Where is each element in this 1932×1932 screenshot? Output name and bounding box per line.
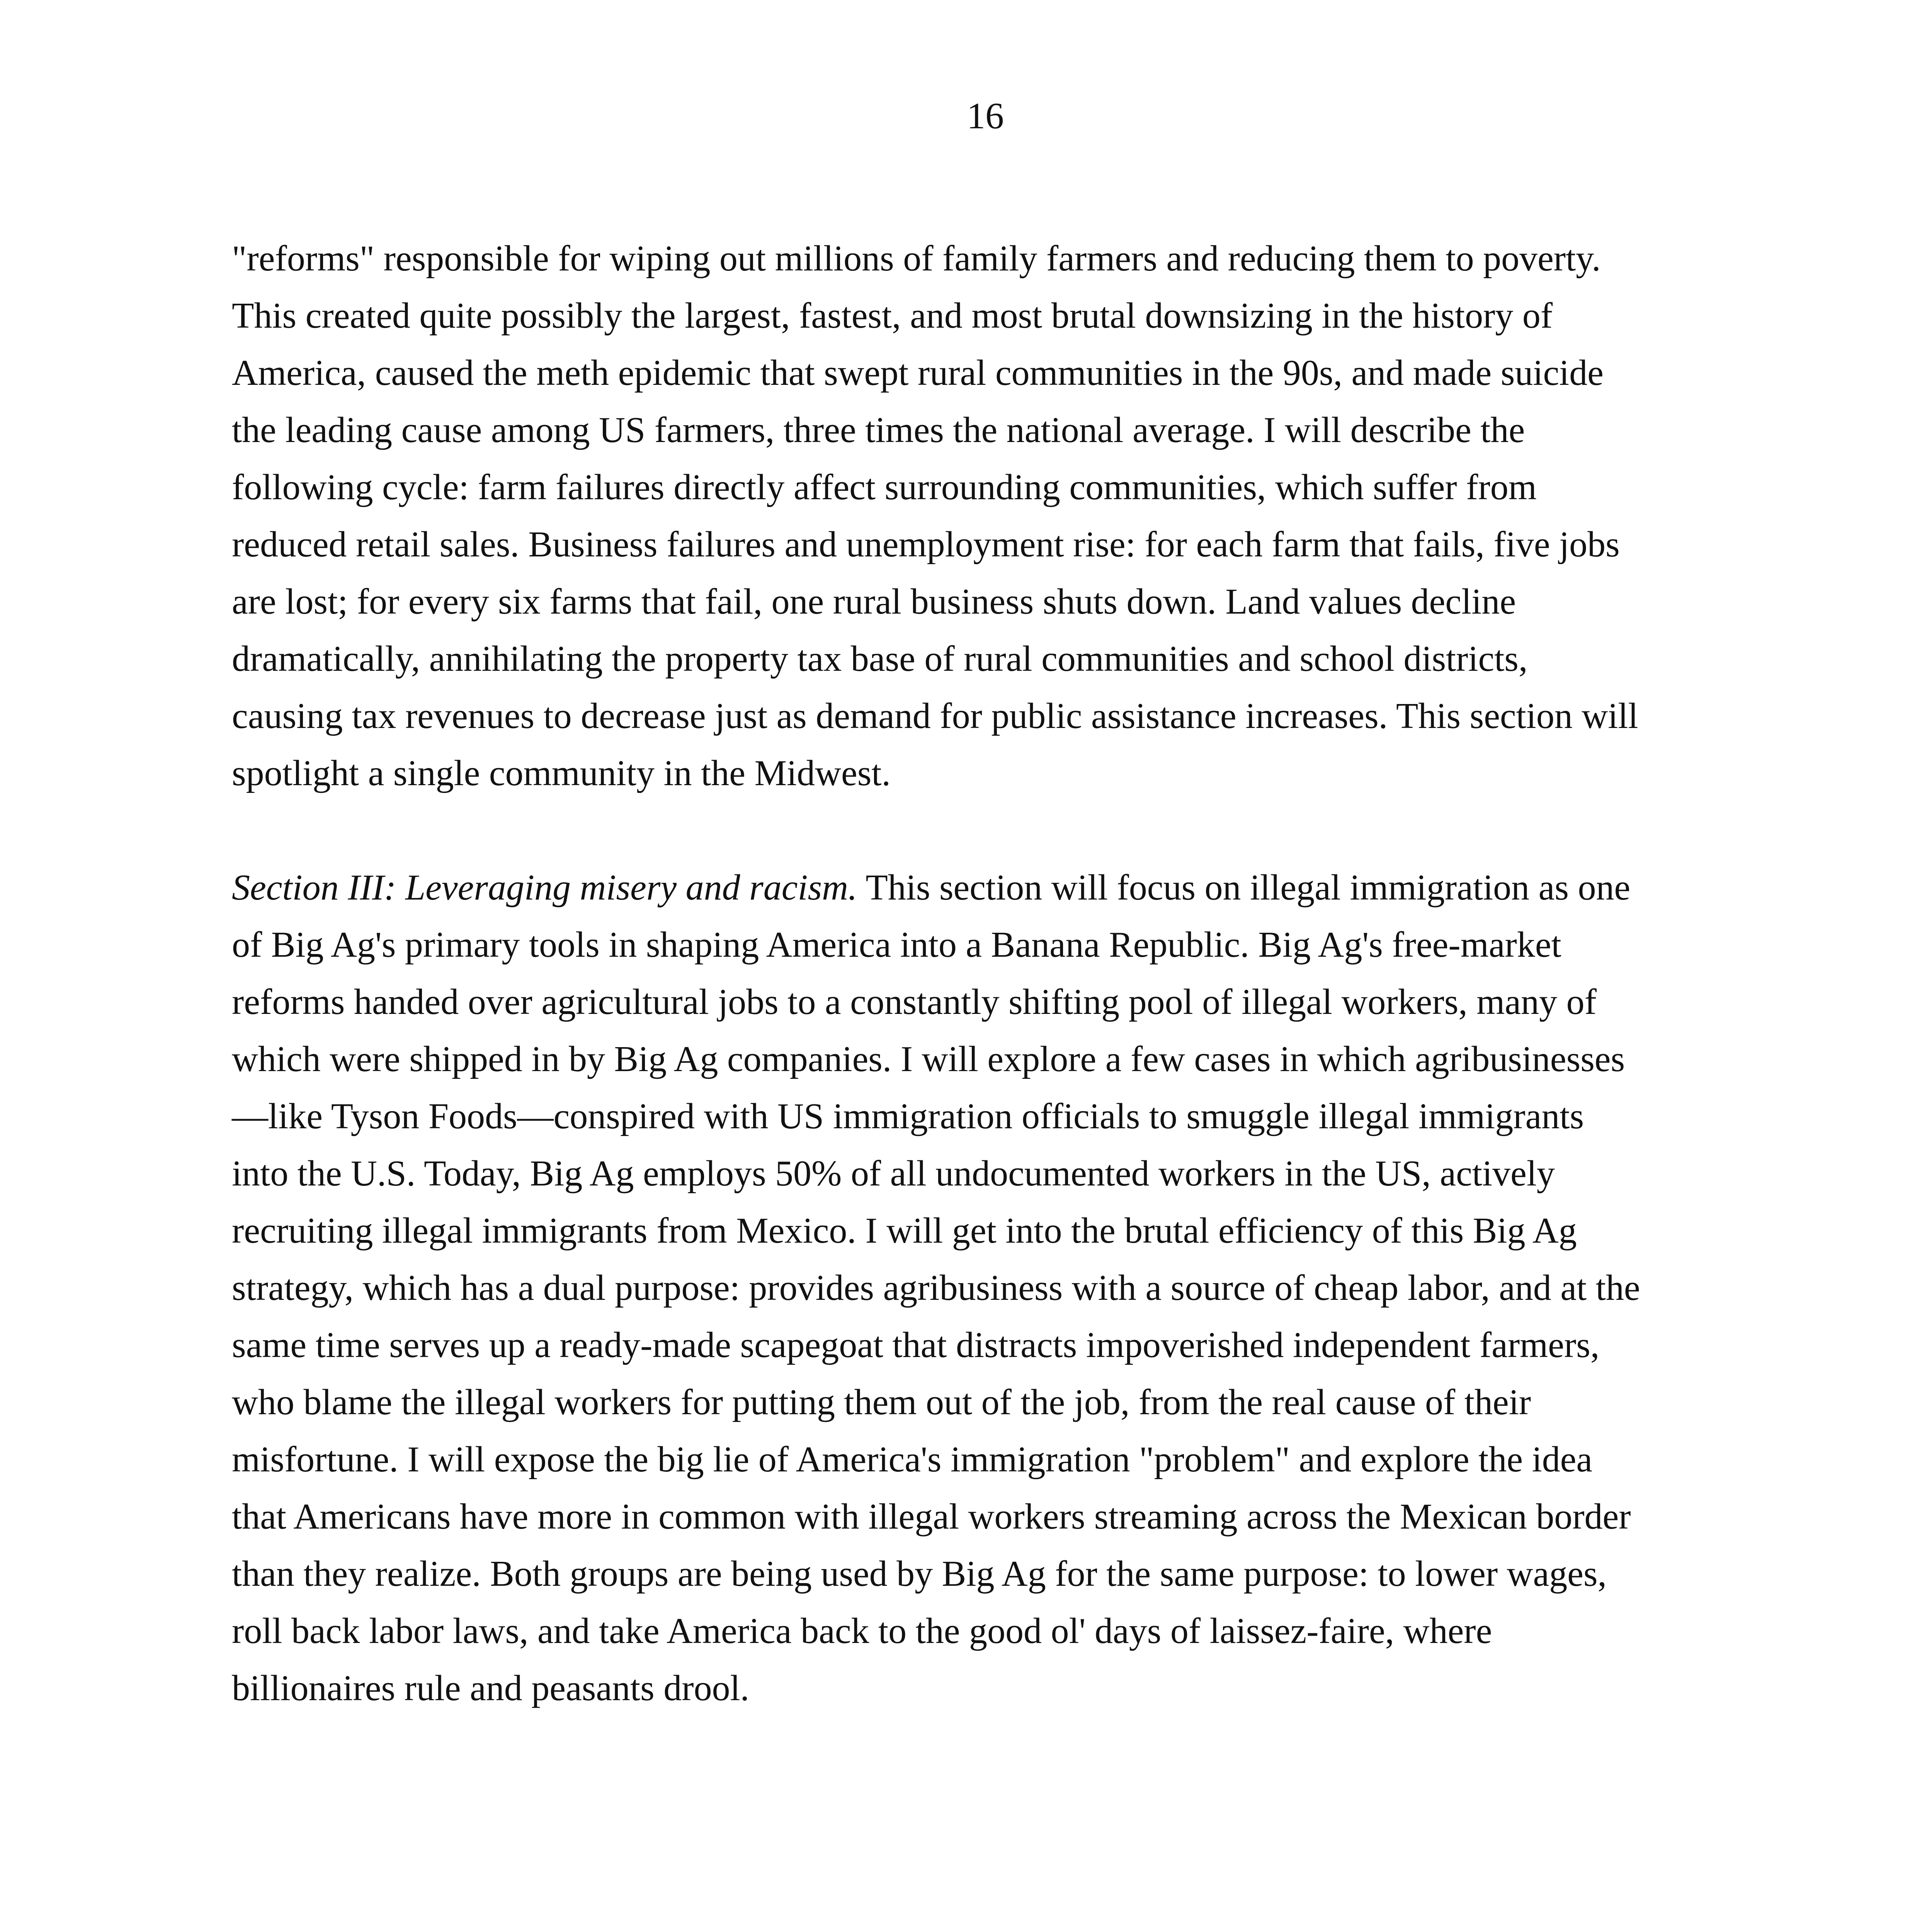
section-first-line-text: This section will focus on illegal immigration as one	[866, 867, 1631, 908]
text-line: reforms handed over agricultural jobs to a constantly shifting pool of illegal workers, many of	[232, 982, 1597, 1022]
text-line: of Big Ag's primary tools in shaping America into a Banana Republic. Big Ag's free-market	[232, 925, 1561, 965]
text-line: which were shipped in by Big Ag companies. I will explore a few cases in which agribusinesses	[232, 1039, 1625, 1079]
text-line: spotlight a single community in the Midwest.	[232, 753, 891, 793]
text-line: "reforms" responsible for wiping out millions of family farmers and reducing them to poverty.	[232, 238, 1601, 279]
document-body	[232, 230, 1758, 1717]
text-line: recruiting illegal immigrants from Mexico. I will get into the brutal efficiency of this Big Ag	[232, 1211, 1577, 1251]
text-line: strategy, which has a dual purpose: provides agribusiness with a source of cheap labor, and at the	[232, 1268, 1640, 1308]
paragraph-spacer	[232, 802, 1758, 859]
paragraph-reforms	[232, 230, 1758, 802]
text-line: who blame the illegal workers for putting them out of the job, from the real cause of their	[232, 1382, 1531, 1422]
text-line: that Americans have more in common with illegal workers streaming across the Mexican border	[232, 1497, 1631, 1537]
text-line: —like Tyson Foods—conspired with US immigration officials to smuggle illegal immigrants	[232, 1096, 1584, 1136]
page-number: 16	[967, 95, 1004, 136]
text-line: dramatically, annihilating the property tax base of rural communities and school districts,	[232, 639, 1528, 679]
text-line: billionaires rule and peasants drool.	[232, 1668, 750, 1708]
text-line: same time serves up a ready-made scapegoat that distracts impoverished independent farmers,	[232, 1325, 1600, 1365]
text-line: causing tax revenues to decrease just as demand for public assistance increases. This section will	[232, 696, 1638, 736]
text-line: the leading cause among US farmers, three times the national average. I will describe the	[232, 410, 1525, 450]
text-line: roll back labor laws, and take America back to the good ol' days of laissez-faire, where	[232, 1611, 1492, 1651]
paragraph-section-iii	[232, 859, 1758, 1717]
section-first-line	[232, 859, 1758, 916]
text-line: This created quite possibly the largest, fastest, and most brutal downsizing in the history of	[232, 296, 1553, 336]
text-line: than they realize. Both groups are being used by Big Ag for the same purpose: to lower wages,	[232, 1554, 1607, 1594]
text-line: following cycle: farm failures directly affect surrounding communities, which suffer from	[232, 467, 1537, 507]
section-title: Section III: Leveraging misery and racism.	[232, 867, 857, 908]
text-line: misfortune. I will expose the big lie of America's immigration "problem" and explore the idea	[232, 1439, 1593, 1480]
text-line: America, caused the meth epidemic that swept rural communities in the 90s, and made suicide	[232, 353, 1604, 393]
text-line: are lost; for every six farms that fail, one rural business shuts down. Land values decline	[232, 582, 1516, 622]
text-line: into the U.S. Today, Big Ag employs 50% of all undocumented workers in the US, actively	[232, 1153, 1555, 1194]
text-line: reduced retail sales. Business failures and unemployment rise: for each farm that fails, five jobs	[232, 524, 1620, 565]
